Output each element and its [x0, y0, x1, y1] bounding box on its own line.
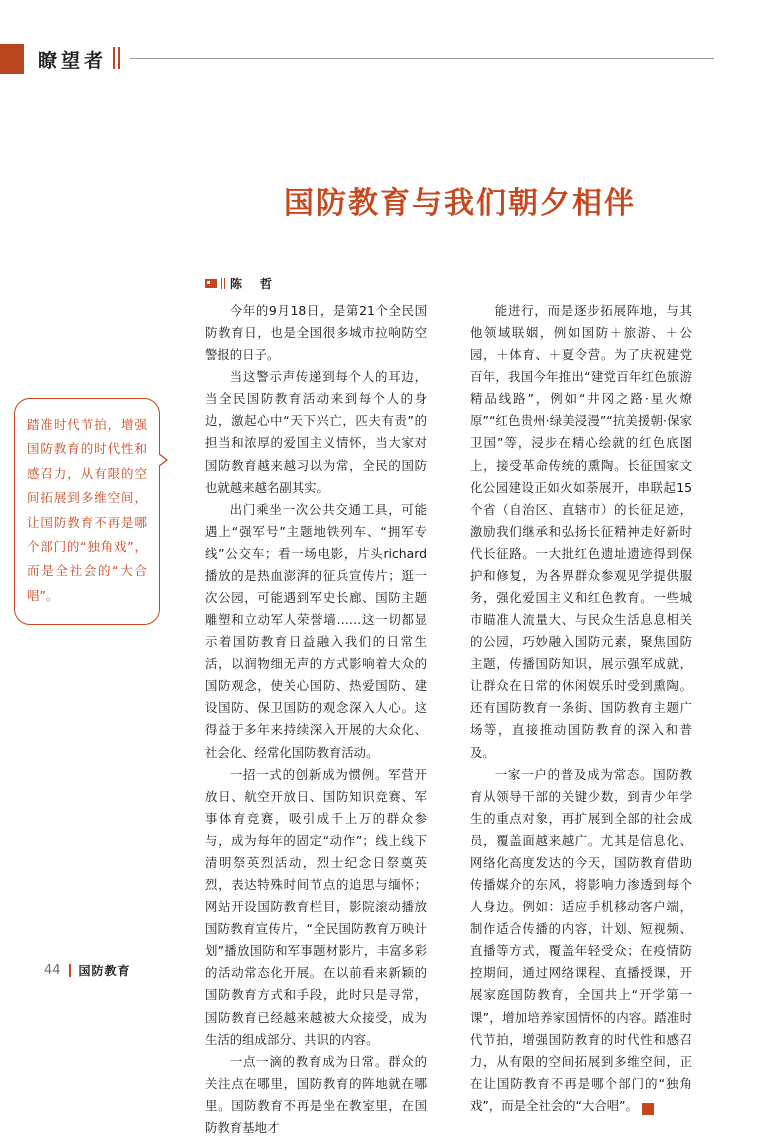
article-title: 国防教育与我们朝夕相伴: [284, 186, 636, 221]
paragraph: 出门乘坐一次公共交通工具，可能遇上“强军号”主题地铁列车、“拥军专线”公交车；看一场电影，片头richard播放的是热血澎湃的征兵宣传片；逛一次公园，可能遇到军史长廊、国防主题雕塑和立动军人荣誉墙……这一切都显示着国防教育日益融入我们的日常生活，以润物细无声的方式影响着大众的国防观念，使关心国防、热爱国防、建设国防、保卫国防的观念深入人心。这得益于多年来持续深入开展的大众化、社会化、经常化国防教育活动。: [205, 501, 427, 760]
pull-quote: 踏准时代节拍，增强国防教育的时代性和感召力，从有限的空间拓展到多维空间，让国防教育不再是哪个部门的“独角戏”，而是全社会的“大合唱”。: [14, 398, 160, 625]
page-header: [0, 44, 760, 80]
body-column-left: [205, 300, 427, 1139]
body-column-right: [470, 300, 692, 1117]
paragraph: [470, 764, 692, 1117]
paragraph-text: 一家一户的普及成为常态。国防教育从领导干部的关键少数，到青少年学生的重点对象，再扩展到全部的社会成员，覆盖面越来越广。尤其是信息化、网络化高度发达的今天，国防教育借助传播媒介的东风，将影响力渗透到每个人身边。例如：适应手机移动客户端，制作适合传播的内容，计划、短视频、直播等方式，覆盖年轻受众；在疫情防控期间，通过网络课程、直播授课，开展家庭国防教育，全国共上“开学第一课”，增加培养家国情怀的内容。踏准时代节拍，增强国防教育的时代性和感召力，从有限的空间拓展到多维空间，正在让国防教育不再是哪个部门的“独角戏”，而是全社会的“大合唱”。: [470, 766, 692, 1113]
paragraph: 当这警示声传递到每个人的耳边，当全民国防教育活动来到每个人的身边，激起心中“天下兴亡，匹夫有责”的担当和浓厚的爱国主义情怀，当大家对国防教育越来越习以为常，全民的国防也就越来越名副其实。: [205, 369, 427, 495]
footer-divider-icon: [69, 964, 71, 977]
end-mark-icon: C: [642, 1103, 654, 1115]
byline-separator-icon: [221, 278, 226, 289]
footer-section-label: 国防教育: [78, 964, 131, 978]
page-footer: [44, 962, 131, 979]
column-title: 瞭望者: [38, 50, 108, 72]
header-color-block: [0, 44, 24, 74]
paragraph: 一点一滴的教育成为日常。群众的关注点在哪里，国防教育的阵地就在哪里。国防教育不再是坐在教室里，在国防教育基地才: [205, 1053, 427, 1135]
byline: [205, 275, 275, 292]
header-divider: [130, 58, 714, 59]
author-name: 陈 哲: [230, 277, 276, 291]
page-number: 44: [44, 963, 61, 978]
header-bars-icon: [113, 47, 122, 69]
flag-icon: [205, 279, 217, 288]
paragraph: 能进行，而是逐步拓展阵地，与其他领域联姻，例如国防＋旅游、＋公园，＋体育、＋夏令营。为了庆祝建党百年，我国今年推出“建党百年红色旅游精品线路”，例如“井冈之路·星火燎原”“红色贵州·绿美浸漫”“抗美援朝·保家卫国”等，浸步在精心绘就的红色底图上，接受革命传统的熏陶。长征国家文化公园建设正如火如荼展开，串联起15个省（自治区、直辖市）的长征足迹，激励我们继承和弘扬长征精神走好新时代长征路。一大批红色遗址遗迹得到保护和修复，为各界群众参观见学提供服务，强化爱国主义和红色教育。一些城市瞄准人流量大、与民众生活息息相关的公园，巧妙融入国防元素，聚焦国防主题，传播国防知识，展示强军成就，让群众在日常的休闲娱乐时受到熏陶。还有国防教育一条街、国防教育主题广场等，直接推动国防教育的深入和普及。: [470, 303, 692, 760]
paragraph: 一招一式的创新成为惯例。军营开放日、航空开放日、国防知识竞赛、军事体育竞赛，吸引成千上万的群众参与，成为每年的固定“动作”；线上线下清明祭英烈活动，烈士纪念日祭奠英烈，表达特殊时间节点的追思与缅怀；网站开设国防教育栏目，影院滚动播放国防教育宣传片，“全民国防教育万映计划”播放国防和军事题材影片，丰富多彩的活动常态化开展。在以前看来新颖的国防教育方式和手段，此时只是寻常，国防教育已经越来越被大众接受，成为生活的组成部分、共识的内容。: [205, 766, 427, 1047]
paragraph: 今年的9月18日，是第21个全民国防教育日，也是全国很多城市拉响防空警报的日子。: [205, 303, 427, 363]
